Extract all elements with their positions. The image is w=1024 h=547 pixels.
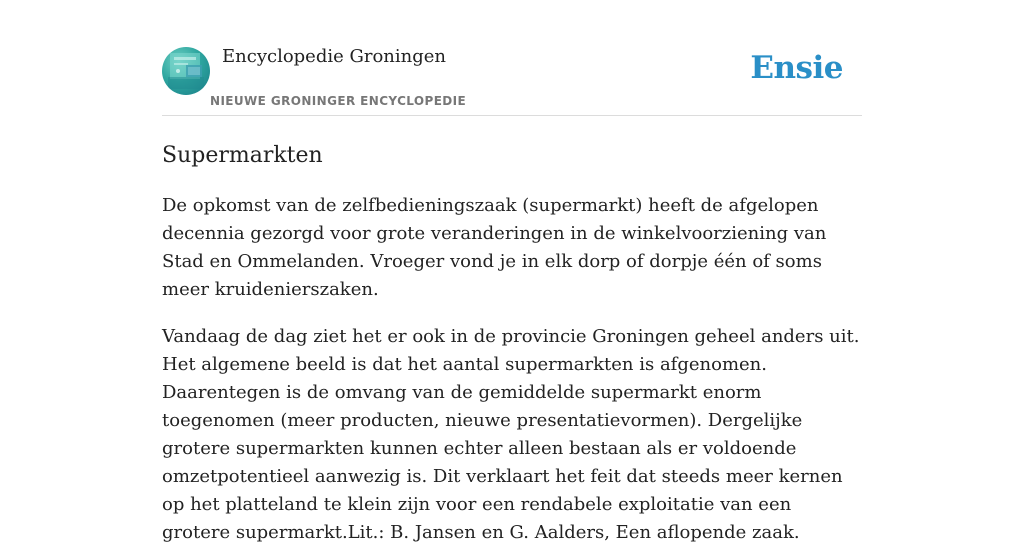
source-title[interactable]: Encyclopedie Groningen — [222, 46, 447, 67]
article-paragraph: Vandaag de dag ziet het er ook in de provincie Groningen geheel anders uit. Het algemene beeld is dat het aantal supermarkten is afgenomen. Daarentegen is de omvang van de gemiddelde supermarkt enorm toegenomen (meer producten, nieuwe presentatievormen). Dergelijke grotere supermarkten kunnen echter alleen bestaan als er voldoende omzetpotentieel aanwezig is. Dit verklaart het feit dat steeds meer kernen op het platteland te klein zijn voor een rendabele exploitatie van een grotere supermarkt.Lit.: B. Jansen en G. Aalders, Een aflopende zaak. — [162, 326, 860, 543]
ensie-logo-link[interactable]: Ensie — [750, 50, 843, 86]
map-thumbnail-icon — [162, 47, 210, 95]
encyclopedia-logo[interactable] — [162, 47, 210, 95]
source-header — [162, 44, 862, 116]
article-paragraph: De opkomst van de zelfbedieningszaak (supermarkt) heeft de afgelopen decennia gezorgd voor grote veranderingen in de winkelvoorziening van Stad en Ommelanden. Vroeger vond je in elk dorp of dorpje één of soms meer kruidenierszaken. — [162, 195, 827, 300]
source-subtitle: NIEUWE GRONINGER ENCYCLOPEDIE — [210, 94, 467, 108]
page-container — [162, 44, 862, 547]
article-title: Supermarkten — [162, 143, 323, 168]
